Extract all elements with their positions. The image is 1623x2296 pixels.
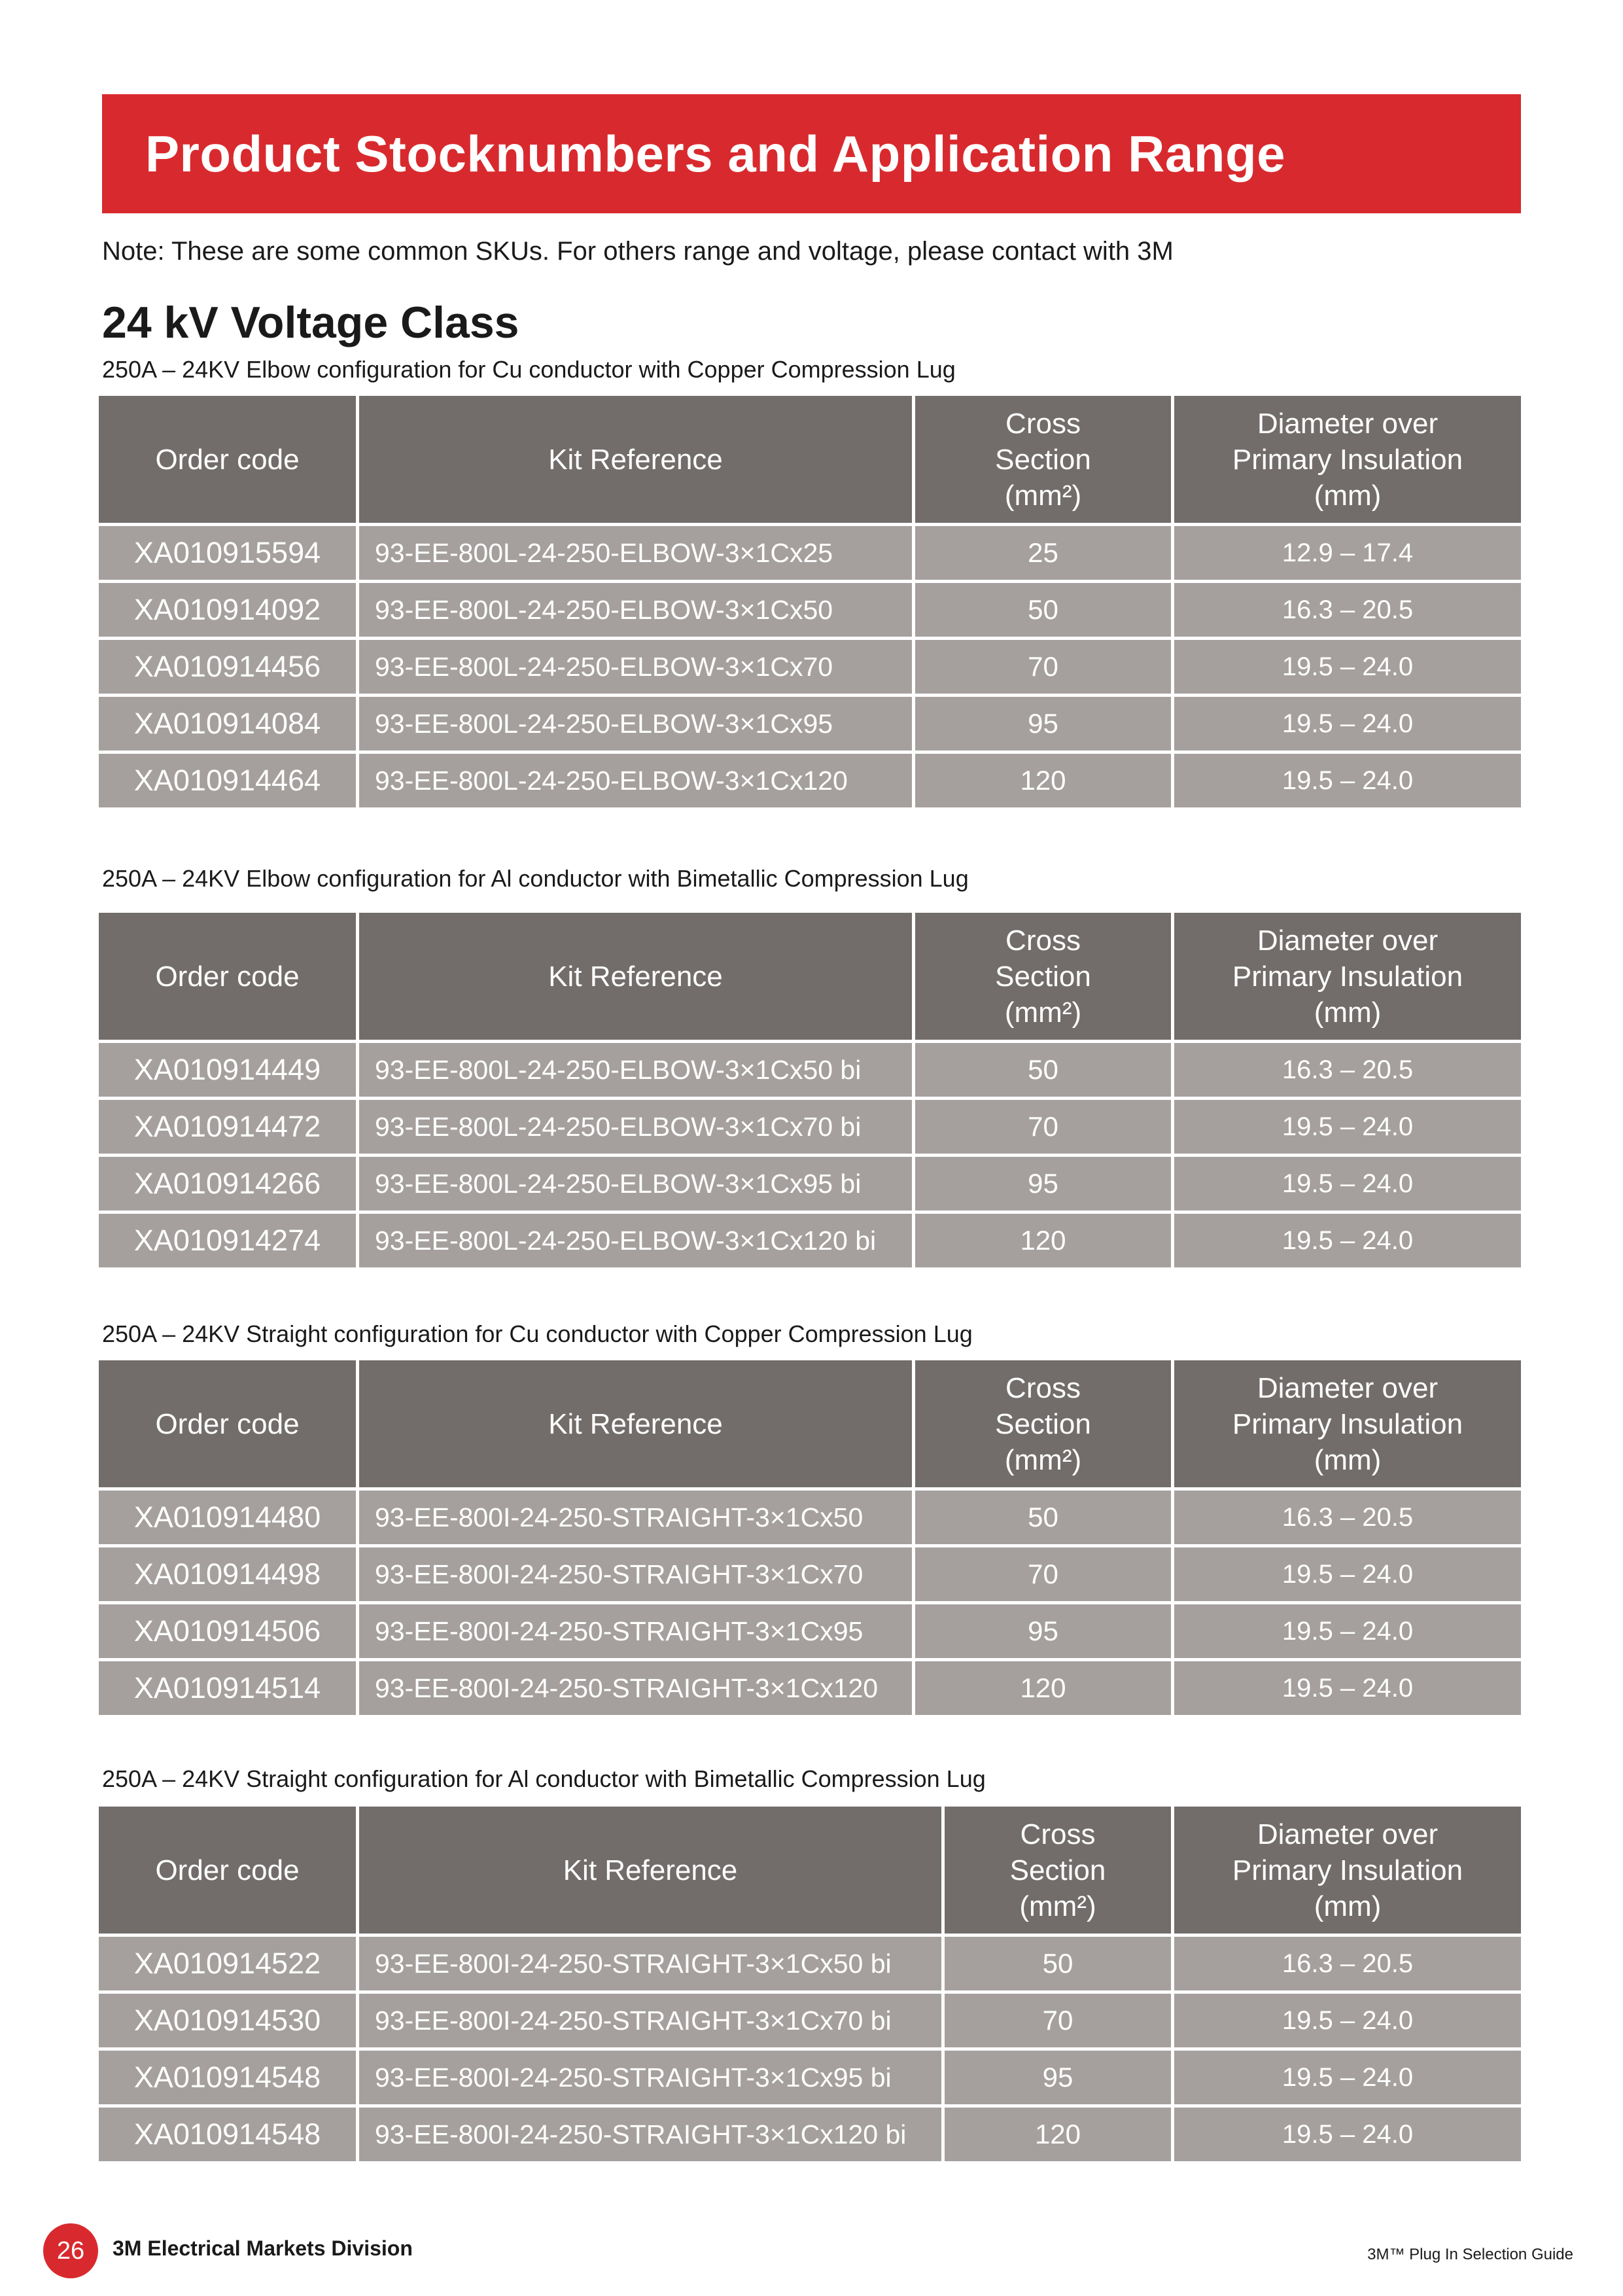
- kit-reference-cell: 93-EE-800L-24-250-ELBOW-3×1Cx50 bi: [358, 1042, 914, 1099]
- order-code-cell: XA010914480: [97, 1489, 358, 1546]
- order-code-cell: XA010914464: [97, 752, 358, 809]
- header-diameter: Diameter over Primary Insulation (mm): [1173, 911, 1523, 1042]
- cross-section-cell: 95: [914, 696, 1173, 752]
- header-kit-reference: Kit Reference: [358, 395, 914, 525]
- order-code-cell: XA010914092: [97, 582, 358, 639]
- diameter-cell: 19.5 – 24.0: [1173, 752, 1523, 809]
- order-code-cell: XA010914274: [97, 1212, 358, 1269]
- kit-reference-cell: 93-EE-800I-24-250-STRAIGHT-3×1Cx50 bi: [358, 1935, 943, 1992]
- table-row: [97, 1992, 1523, 2049]
- kit-reference-cell: 93-EE-800L-24-250-ELBOW-3×1Cx95: [358, 696, 914, 752]
- cross-section-cell: 70: [943, 1992, 1173, 2049]
- order-code-cell: XA010914548: [97, 2106, 358, 2163]
- cross-section-cell: 95: [914, 1156, 1173, 1212]
- title-banner: [102, 94, 1521, 213]
- header-kit-reference: Kit Reference: [358, 911, 914, 1042]
- order-code-cell: XA010914548: [97, 2049, 358, 2106]
- cross-section-cell: 120: [914, 1660, 1173, 1717]
- table-row: [97, 1212, 1523, 1269]
- table-row: [97, 1489, 1523, 1546]
- cross-section-cell: 120: [914, 752, 1173, 809]
- kit-reference-cell: 93-EE-800L-24-250-ELBOW-3×1Cx120 bi: [358, 1212, 914, 1269]
- diameter-cell: 19.5 – 24.0: [1173, 1660, 1523, 1717]
- diameter-cell: 19.5 – 24.0: [1173, 696, 1523, 752]
- order-code-cell: XA010914472: [97, 1099, 358, 1156]
- cross-section-cell: 50: [914, 1042, 1173, 1099]
- table-straight-cu: [96, 1357, 1524, 1718]
- order-code-cell: XA010914266: [97, 1156, 358, 1212]
- order-code-cell: XA010914498: [97, 1546, 358, 1603]
- table-header-row: [97, 1359, 1523, 1489]
- table-row: [97, 1935, 1523, 1992]
- cross-section-cell: 50: [914, 1489, 1173, 1546]
- kit-reference-cell: 93-EE-800L-24-250-ELBOW-3×1Cx50: [358, 582, 914, 639]
- diameter-cell: 16.3 – 20.5: [1173, 1935, 1523, 1992]
- table-elbow-al: [96, 910, 1524, 1271]
- note-text: Note: These are some common SKUs. For others range and voltage, please contact with 3M: [102, 237, 1174, 266]
- header-diameter: Diameter over Primary Insulation (mm): [1173, 1359, 1523, 1489]
- header-order-code: Order code: [97, 395, 358, 525]
- page-title: Product Stocknumbers and Application Range: [145, 124, 1285, 183]
- table-caption-elbow-al: 250A – 24KV Elbow configuration for Al conductor with Bimetallic Compression Lug: [102, 865, 969, 892]
- table-row: [97, 1660, 1523, 1717]
- kit-reference-cell: 93-EE-800L-24-250-ELBOW-3×1Cx70 bi: [358, 1099, 914, 1156]
- table-row: [97, 582, 1523, 639]
- cross-section-cell: 50: [943, 1935, 1173, 1992]
- order-code-cell: XA010914506: [97, 1603, 358, 1660]
- kit-reference-cell: 93-EE-800I-24-250-STRAIGHT-3×1Cx120 bi: [358, 2106, 943, 2163]
- table-straight-al: [96, 1803, 1524, 2164]
- kit-reference-cell: 93-EE-800I-24-250-STRAIGHT-3×1Cx50: [358, 1489, 914, 1546]
- table-row: [97, 525, 1523, 582]
- kit-reference-cell: 93-EE-800I-24-250-STRAIGHT-3×1Cx70: [358, 1546, 914, 1603]
- footer-guide-title: 3M™ Plug In Selection Guide: [1367, 2246, 1573, 2263]
- table-row: [97, 1603, 1523, 1660]
- table-header-row: [97, 911, 1523, 1042]
- cross-section-cell: 70: [914, 1099, 1173, 1156]
- diameter-cell: 19.5 – 24.0: [1173, 1546, 1523, 1603]
- kit-reference-cell: 93-EE-800L-24-250-ELBOW-3×1Cx70: [358, 639, 914, 696]
- table-header-row: [97, 1805, 1523, 1935]
- header-cross-section: Cross Section (mm²): [914, 1359, 1173, 1489]
- table-caption-straight-cu: 250A – 24KV Straight configuration for Cu conductor with Copper Compression Lug: [102, 1320, 973, 1347]
- kit-reference-cell: 93-EE-800L-24-250-ELBOW-3×1Cx120: [358, 752, 914, 809]
- table-elbow-cu: [96, 393, 1524, 811]
- header-diameter: Diameter over Primary Insulation (mm): [1173, 395, 1523, 525]
- table-row: [97, 696, 1523, 752]
- kit-reference-cell: 93-EE-800L-24-250-ELBOW-3×1Cx95 bi: [358, 1156, 914, 1212]
- cross-section-cell: 25: [914, 525, 1173, 582]
- header-order-code: Order code: [97, 1359, 358, 1489]
- kit-reference-cell: 93-EE-800L-24-250-ELBOW-3×1Cx25: [358, 525, 914, 582]
- kit-reference-cell: 93-EE-800I-24-250-STRAIGHT-3×1Cx120: [358, 1660, 914, 1717]
- cross-section-cell: 95: [914, 1603, 1173, 1660]
- diameter-cell: 19.5 – 24.0: [1173, 1099, 1523, 1156]
- order-code-cell: XA010914456: [97, 639, 358, 696]
- kit-reference-cell: 93-EE-800I-24-250-STRAIGHT-3×1Cx95 bi: [358, 2049, 943, 2106]
- table-header-row: [97, 395, 1523, 525]
- header-cross-section: Cross Section (mm²): [943, 1805, 1173, 1935]
- diameter-cell: 19.5 – 24.0: [1173, 1992, 1523, 2049]
- header-order-code: Order code: [97, 1805, 358, 1935]
- diameter-cell: 19.5 – 24.0: [1173, 1212, 1523, 1269]
- order-code-cell: XA010914514: [97, 1660, 358, 1717]
- cross-section-cell: 70: [914, 1546, 1173, 1603]
- page-number-badge: 26: [43, 2223, 98, 2278]
- diameter-cell: 16.3 – 20.5: [1173, 582, 1523, 639]
- table-row: [97, 2106, 1523, 2163]
- diameter-cell: 19.5 – 24.0: [1173, 1156, 1523, 1212]
- kit-reference-cell: 93-EE-800I-24-250-STRAIGHT-3×1Cx95: [358, 1603, 914, 1660]
- cross-section-cell: 70: [914, 639, 1173, 696]
- table-row: [97, 752, 1523, 809]
- cross-section-cell: 50: [914, 582, 1173, 639]
- diameter-cell: 19.5 – 24.0: [1173, 1603, 1523, 1660]
- section-title: 24 kV Voltage Class: [102, 298, 519, 347]
- header-kit-reference: Kit Reference: [358, 1805, 943, 1935]
- cross-section-cell: 120: [914, 1212, 1173, 1269]
- footer-division: 3M Electrical Markets Division: [113, 2236, 413, 2260]
- order-code-cell: XA010914449: [97, 1042, 358, 1099]
- order-code-cell: XA010915594: [97, 525, 358, 582]
- kit-reference-cell: 93-EE-800I-24-250-STRAIGHT-3×1Cx70 bi: [358, 1992, 943, 2049]
- diameter-cell: 19.5 – 24.0: [1173, 2049, 1523, 2106]
- header-cross-section: Cross Section (mm²): [914, 911, 1173, 1042]
- table-row: [97, 1042, 1523, 1099]
- order-code-cell: XA010914522: [97, 1935, 358, 1992]
- diameter-cell: 19.5 – 24.0: [1173, 2106, 1523, 2163]
- diameter-cell: 12.9 – 17.4: [1173, 525, 1523, 582]
- table-row: [97, 1156, 1523, 1212]
- table-caption-straight-al: 250A – 24KV Straight configuration for Al conductor with Bimetallic Compression Lug: [102, 1765, 986, 1792]
- table-row: [97, 1099, 1523, 1156]
- order-code-cell: XA010914530: [97, 1992, 358, 2049]
- order-code-cell: XA010914084: [97, 696, 358, 752]
- diameter-cell: 19.5 – 24.0: [1173, 639, 1523, 696]
- cross-section-cell: 120: [943, 2106, 1173, 2163]
- table-caption-elbow-cu: 250A – 24KV Elbow configuration for Cu conductor with Copper Compression Lug: [102, 356, 956, 383]
- diameter-cell: 16.3 – 20.5: [1173, 1042, 1523, 1099]
- table-row: [97, 2049, 1523, 2106]
- diameter-cell: 16.3 – 20.5: [1173, 1489, 1523, 1546]
- table-row: [97, 639, 1523, 696]
- header-diameter: Diameter over Primary Insulation (mm): [1173, 1805, 1523, 1935]
- cross-section-cell: 95: [943, 2049, 1173, 2106]
- header-kit-reference: Kit Reference: [358, 1359, 914, 1489]
- header-order-code: Order code: [97, 911, 358, 1042]
- header-cross-section: Cross Section (mm²): [914, 395, 1173, 525]
- table-row: [97, 1546, 1523, 1603]
